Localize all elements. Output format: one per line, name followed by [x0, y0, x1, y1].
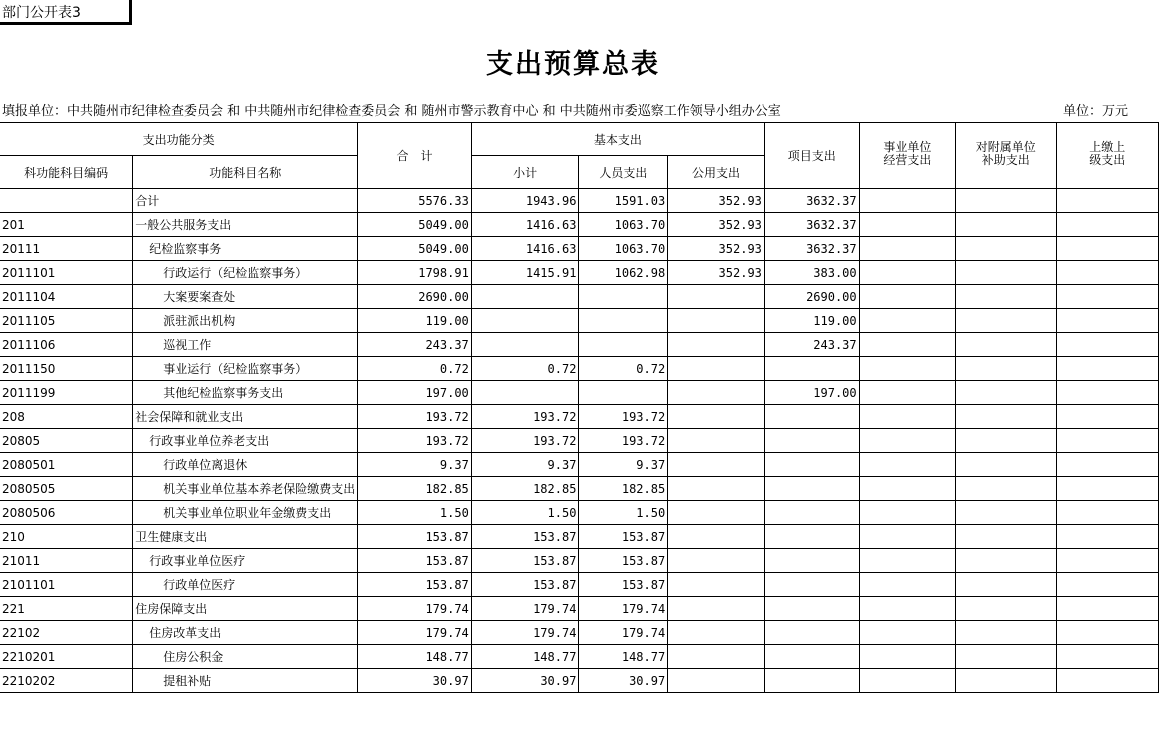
row-code: 21011 [0, 549, 133, 573]
row-name: 巡视工作 [133, 333, 358, 357]
row-name: 大案要案查处 [133, 285, 358, 309]
row-upper [1056, 669, 1158, 693]
row-subsidy [956, 477, 1056, 501]
row-personnel: 1063.70 [579, 213, 668, 237]
unit-label: 单位：万元 [1063, 104, 1129, 119]
row-project: 383.00 [764, 261, 859, 285]
row-project: 243.37 [764, 333, 859, 357]
row-personnel: 193.72 [579, 405, 668, 429]
row-code: 2080501 [0, 453, 133, 477]
row-personnel: 182.85 [579, 477, 668, 501]
row-project [764, 669, 859, 693]
row-total: 2690.00 [358, 285, 472, 309]
row-subtotal: 9.37 [471, 453, 579, 477]
row-personnel: 179.74 [579, 597, 668, 621]
table-row [0, 525, 1159, 549]
row-name: 行政事业单位养老支出 [133, 429, 358, 453]
row-personnel: 9.37 [579, 453, 668, 477]
row-code: 2101101 [0, 573, 133, 597]
row-project [764, 429, 859, 453]
row-business [859, 237, 955, 261]
row-name: 提租补贴 [133, 669, 358, 693]
row-code: 22102 [0, 621, 133, 645]
table-row [0, 237, 1159, 261]
row-total: 243.37 [358, 333, 472, 357]
row-subtotal [471, 309, 579, 333]
row-personnel: 153.87 [579, 573, 668, 597]
row-personnel [579, 333, 668, 357]
row-business [859, 549, 955, 573]
row-business [859, 453, 955, 477]
row-public [668, 597, 765, 621]
row-code: 2011101 [0, 261, 133, 285]
budget-table [0, 122, 1159, 693]
table-row [0, 213, 1159, 237]
table-row [0, 429, 1159, 453]
row-subtotal: 1416.63 [471, 213, 579, 237]
row-subsidy [956, 237, 1056, 261]
row-subtotal [471, 285, 579, 309]
row-total: 5049.00 [358, 213, 472, 237]
row-business [859, 573, 955, 597]
header-name: 功能科目名称 [133, 156, 358, 189]
row-code: 208 [0, 405, 133, 429]
header-subsidy: 对附属单位 补助支出 [956, 123, 1056, 189]
row-name: 住房公积金 [133, 645, 358, 669]
row-subsidy [956, 645, 1056, 669]
header-upper: 上缴上 级支出 [1056, 123, 1158, 189]
row-name: 社会保障和就业支出 [133, 405, 358, 429]
row-public [668, 381, 765, 405]
row-total: 119.00 [358, 309, 472, 333]
row-personnel: 153.87 [579, 549, 668, 573]
row-upper [1056, 453, 1158, 477]
row-public [668, 453, 765, 477]
row-total: 9.37 [358, 453, 472, 477]
row-business [859, 405, 955, 429]
row-upper [1056, 501, 1158, 525]
table-row [0, 501, 1159, 525]
row-total: 1.50 [358, 501, 472, 525]
row-public: 352.93 [668, 213, 765, 237]
row-project [764, 453, 859, 477]
row-project [764, 357, 859, 381]
row-business [859, 189, 955, 213]
row-personnel: 148.77 [579, 645, 668, 669]
row-business [859, 213, 955, 237]
row-project: 3632.37 [764, 189, 859, 213]
row-total: 153.87 [358, 525, 472, 549]
row-personnel [579, 309, 668, 333]
row-code: 2080505 [0, 477, 133, 501]
row-name: 一般公共服务支出 [133, 213, 358, 237]
row-code: 2011106 [0, 333, 133, 357]
row-public: 352.93 [668, 189, 765, 213]
row-business [859, 357, 955, 381]
row-subsidy [956, 621, 1056, 645]
row-upper [1056, 621, 1158, 645]
row-upper [1056, 525, 1158, 549]
table-row [0, 477, 1159, 501]
row-project [764, 645, 859, 669]
row-public [668, 357, 765, 381]
row-code: 2210202 [0, 669, 133, 693]
row-business [859, 477, 955, 501]
row-public [668, 429, 765, 453]
row-upper [1056, 645, 1158, 669]
row-public [668, 405, 765, 429]
row-subsidy [956, 597, 1056, 621]
row-project: 3632.37 [764, 213, 859, 237]
row-upper [1056, 189, 1158, 213]
table-row [0, 405, 1159, 429]
row-name: 行政事业单位医疗 [133, 549, 358, 573]
row-subsidy [956, 501, 1056, 525]
table-row [0, 357, 1159, 381]
row-project [764, 597, 859, 621]
row-business [859, 621, 955, 645]
row-public [668, 549, 765, 573]
row-subtotal: 1415.91 [471, 261, 579, 285]
row-project: 2690.00 [764, 285, 859, 309]
row-subsidy [956, 333, 1056, 357]
row-personnel: 1062.98 [579, 261, 668, 285]
row-total: 193.72 [358, 405, 472, 429]
row-business [859, 285, 955, 309]
table-row [0, 453, 1159, 477]
row-name: 住房保障支出 [133, 597, 358, 621]
header-business: 事业单位 经营支出 [859, 123, 955, 189]
row-personnel: 1063.70 [579, 237, 668, 261]
row-subtotal: 30.97 [471, 669, 579, 693]
row-code: 210 [0, 525, 133, 549]
table-row [0, 645, 1159, 669]
row-upper [1056, 285, 1158, 309]
row-total: 182.85 [358, 477, 472, 501]
row-public [668, 477, 765, 501]
row-project [764, 405, 859, 429]
sheet-tag: 部门公开表3 [0, 0, 132, 25]
row-business [859, 261, 955, 285]
page-title: 支出预算总表 [486, 49, 660, 80]
table-row [0, 261, 1159, 285]
row-code: 221 [0, 597, 133, 621]
row-subsidy [956, 669, 1056, 693]
row-upper [1056, 573, 1158, 597]
row-subtotal [471, 381, 579, 405]
row-personnel: 153.87 [579, 525, 668, 549]
row-name: 机关事业单位职业年金缴费支出 [133, 501, 358, 525]
header-total: 合 计 [358, 123, 472, 189]
row-personnel: 193.72 [579, 429, 668, 453]
row-subtotal: 0.72 [471, 357, 579, 381]
row-project [764, 549, 859, 573]
row-total: 153.87 [358, 549, 472, 573]
table-row [0, 549, 1159, 573]
row-project [764, 477, 859, 501]
row-project [764, 525, 859, 549]
row-name: 事业运行（纪检监察事务） [133, 357, 358, 381]
row-total: 193.72 [358, 429, 472, 453]
row-code [0, 189, 133, 213]
table-row [0, 597, 1159, 621]
row-subtotal: 193.72 [471, 405, 579, 429]
row-upper [1056, 357, 1158, 381]
row-public [668, 525, 765, 549]
row-subsidy [956, 405, 1056, 429]
row-project: 197.00 [764, 381, 859, 405]
row-subtotal: 182.85 [471, 477, 579, 501]
row-upper [1056, 333, 1158, 357]
row-name: 行政运行（纪检监察事务） [133, 261, 358, 285]
row-upper [1056, 309, 1158, 333]
row-subtotal: 153.87 [471, 573, 579, 597]
row-upper [1056, 261, 1158, 285]
row-subtotal: 1416.63 [471, 237, 579, 261]
row-project [764, 573, 859, 597]
row-name: 卫生健康支出 [133, 525, 358, 549]
row-subtotal: 1.50 [471, 501, 579, 525]
row-personnel [579, 381, 668, 405]
row-subsidy [956, 189, 1056, 213]
row-personnel: 1.50 [579, 501, 668, 525]
row-total: 0.72 [358, 357, 472, 381]
table-row [0, 573, 1159, 597]
row-upper [1056, 405, 1158, 429]
row-public: 352.93 [668, 261, 765, 285]
row-subsidy [956, 453, 1056, 477]
row-subsidy [956, 309, 1056, 333]
row-personnel [579, 285, 668, 309]
row-upper [1056, 549, 1158, 573]
row-personnel: 179.74 [579, 621, 668, 645]
row-business [859, 501, 955, 525]
row-subtotal: 1943.96 [471, 189, 579, 213]
row-public [668, 621, 765, 645]
row-personnel: 30.97 [579, 669, 668, 693]
row-total: 5049.00 [358, 237, 472, 261]
row-name: 派驻派出机构 [133, 309, 358, 333]
row-public [668, 501, 765, 525]
row-personnel: 1591.03 [579, 189, 668, 213]
row-code: 2011104 [0, 285, 133, 309]
row-code: 20805 [0, 429, 133, 453]
row-name: 其他纪检监察事务支出 [133, 381, 358, 405]
row-business [859, 669, 955, 693]
row-name: 行政单位医疗 [133, 573, 358, 597]
row-subsidy [956, 261, 1056, 285]
row-subsidy [956, 357, 1056, 381]
row-subtotal: 193.72 [471, 429, 579, 453]
row-public: 352.93 [668, 237, 765, 261]
row-public [668, 333, 765, 357]
row-name: 纪检监察事务 [133, 237, 358, 261]
row-project [764, 501, 859, 525]
row-code: 20111 [0, 237, 133, 261]
row-public [668, 645, 765, 669]
row-code: 2210201 [0, 645, 133, 669]
row-upper [1056, 237, 1158, 261]
row-subtotal [471, 333, 579, 357]
row-subsidy [956, 525, 1056, 549]
row-project: 3632.37 [764, 237, 859, 261]
row-business [859, 381, 955, 405]
row-subsidy [956, 381, 1056, 405]
fill-unit: 填报单位：中共随州市纪律检查委员会 和 中共随州市纪律检查委员会 和 随州市警示教育中心 和 中共随州市委巡察工作领导小组办公室 [2, 104, 781, 119]
header-basic: 基本支出 [471, 123, 764, 156]
table-row [0, 333, 1159, 357]
row-business [859, 333, 955, 357]
row-total: 179.74 [358, 621, 472, 645]
row-total: 148.77 [358, 645, 472, 669]
row-public [668, 309, 765, 333]
header-personnel: 人员支出 [579, 156, 668, 189]
table-row [0, 669, 1159, 693]
row-public [668, 669, 765, 693]
row-business [859, 525, 955, 549]
row-business [859, 645, 955, 669]
row-subtotal: 153.87 [471, 549, 579, 573]
table-row [0, 381, 1159, 405]
row-business [859, 597, 955, 621]
row-upper [1056, 381, 1158, 405]
row-code: 2080506 [0, 501, 133, 525]
row-total: 153.87 [358, 573, 472, 597]
header-public: 公用支出 [668, 156, 765, 189]
row-code: 2011199 [0, 381, 133, 405]
table-row [0, 621, 1159, 645]
row-code: 201 [0, 213, 133, 237]
header-func-class: 支出功能分类 [0, 123, 358, 156]
row-upper [1056, 429, 1158, 453]
row-name: 行政单位离退休 [133, 453, 358, 477]
row-public [668, 285, 765, 309]
row-personnel: 0.72 [579, 357, 668, 381]
row-upper [1056, 477, 1158, 501]
row-subsidy [956, 549, 1056, 573]
header-project: 项目支出 [764, 123, 859, 189]
row-name: 住房改革支出 [133, 621, 358, 645]
row-project [764, 621, 859, 645]
header-subtotal: 小计 [471, 156, 579, 189]
row-code: 2011150 [0, 357, 133, 381]
row-code: 2011105 [0, 309, 133, 333]
table-row [0, 285, 1159, 309]
row-subtotal: 153.87 [471, 525, 579, 549]
row-project: 119.00 [764, 309, 859, 333]
row-total: 179.74 [358, 597, 472, 621]
row-subtotal: 179.74 [471, 597, 579, 621]
row-subtotal: 179.74 [471, 621, 579, 645]
row-subsidy [956, 285, 1056, 309]
row-total: 30.97 [358, 669, 472, 693]
table-row [0, 189, 1159, 213]
row-total: 5576.33 [358, 189, 472, 213]
row-name: 机关事业单位基本养老保险缴费支出 [133, 477, 358, 501]
row-business [859, 309, 955, 333]
row-subsidy [956, 213, 1056, 237]
row-total: 1798.91 [358, 261, 472, 285]
row-subsidy [956, 573, 1056, 597]
row-total: 197.00 [358, 381, 472, 405]
row-subsidy [956, 429, 1056, 453]
row-subtotal: 148.77 [471, 645, 579, 669]
table-row [0, 309, 1159, 333]
row-business [859, 429, 955, 453]
row-name: 合计 [133, 189, 358, 213]
row-public [668, 573, 765, 597]
header-code: 科功能科目编码 [0, 156, 133, 189]
row-upper [1056, 597, 1158, 621]
row-upper [1056, 213, 1158, 237]
